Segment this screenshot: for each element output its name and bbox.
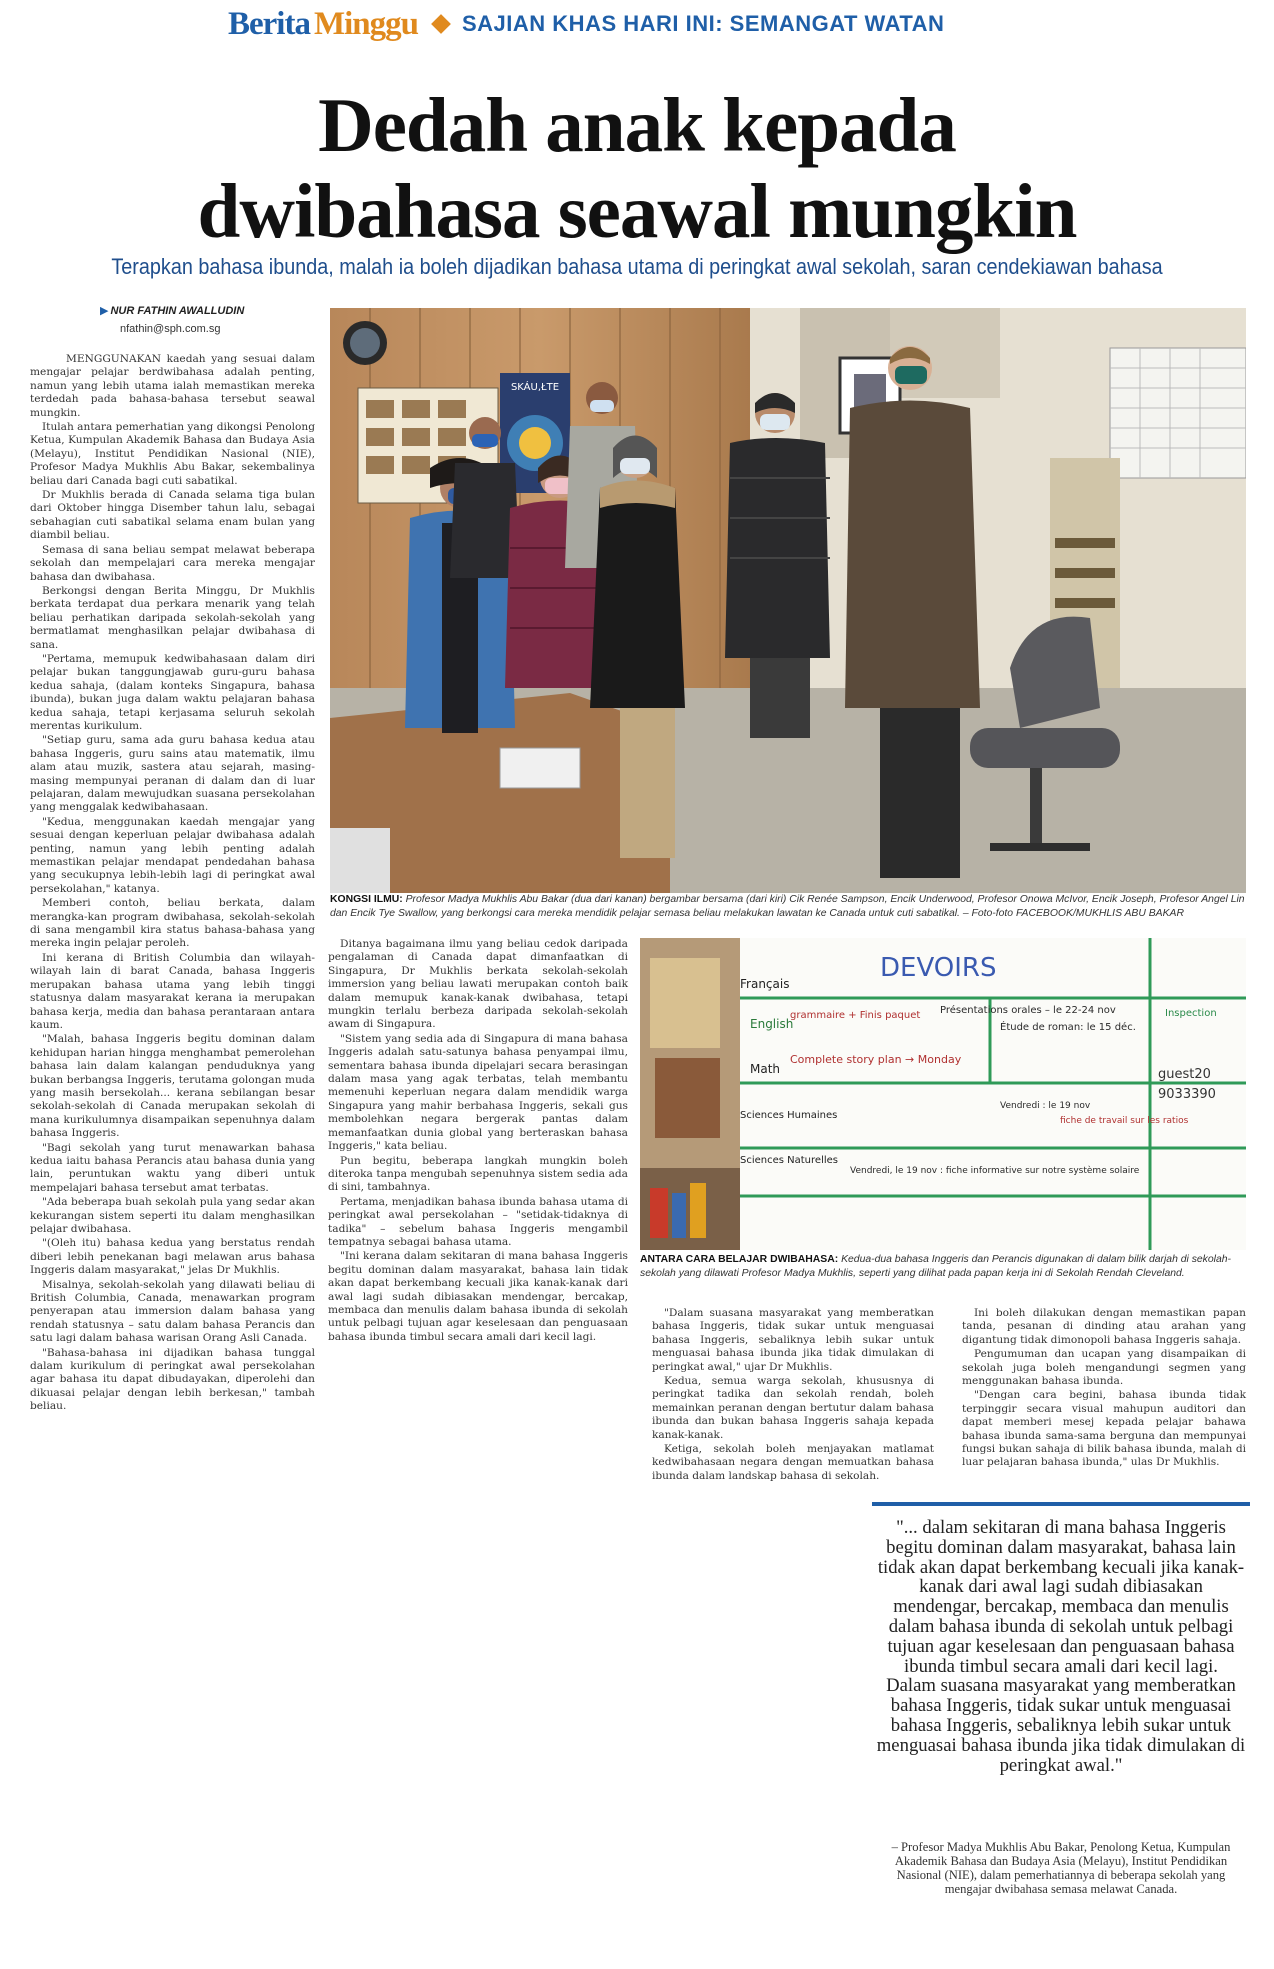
paragraph: "Ada beberapa buah sekolah pula yang sedar akan kekurangan sistem seperti itu dalam menghasilkan pelajar dwibahasa. <box>30 1196 315 1235</box>
paragraph: Misalnya, sekolah-sekolah yang dilawati beliau di British Columbia, Canada, menawarkan program penyerapan atau immersion dalam bahasa yang rendah statusnya – satu dalam bahasa Perancis dan satu lagi dalam bahasa warisan Orang Asli Canada. <box>30 1278 315 1345</box>
board-row1-d: Inspection <box>1165 1008 1217 1019</box>
byline-arrow-icon: ▶ <box>100 305 109 317</box>
paragraph: "Bahasa-bahasa ini dijadikan bahasa tunggal dalam kurikulum di peringkat awal persekolahan agar bahasa itu dapat dibudayakan, diperolehi dan dikuasai pelajar dengan lebih berkesan," tambah beliau. <box>30 1346 315 1413</box>
paragraph: Pertama, menjadikan bahasa ibunda bahasa utama di peringkat awal persekolahan – "setidak-tidaknya di tadika" – sebelum bahasa Inggeris mengambil tempatnya sebagai bahasa utama. <box>328 1195 628 1248</box>
diamond-icon <box>431 14 451 34</box>
paragraph: MENGGUNAKAN kaedah yang sesuai dalam mengajar pelajar berdwibahasa adalah penting, namun yang lebih utama ialah memastikan mereka terdedah pada bahasa-bahasa tersebut seawal mungkin. <box>30 353 315 419</box>
whiteboard-photo <box>640 938 1246 1250</box>
paragraph: Ini kerana di British Columbia dan wilayah-wilayah lain di barat Canada, bahasa Inggeris merupakan bahasa utama yang lebih tinggi statusnya dalam masyarakat kerana ia merupakan bahasa kerja, media dan bahasa perantaraan antara kaum. <box>30 951 315 1031</box>
paragraph: "Sistem yang sedia ada di Singapura di mana bahasa Inggeris adalah satu-satunya bahasa penyampai ilmu, sementara bahasa ibunda dipelajari secara berasingan dalam masa yang agak terbatas, telah membantu memenuhi keperluan negara dalam mendidik warga Singapura yang mahir berbahasa Inggeris, sekali gus membolehkan negara bergerak pantas dalam memanfaatkan dunia global yang berteraskan bahasa Inggeris," kata beliau. <box>328 1032 628 1153</box>
paragraph: "Dengan cara begini, bahasa ibunda tidak terpinggir secara visual mahupun auditori dan dapat memberi mesej kepada pelajar bahawa bahasa ibunda sama-sama berguna dan mempunyai fungsi bukan sahaja di bilik bahasa ibunda, malah di luar pelajaran bahasa ibunda," ulas Dr Mukhlis. <box>962 1389 1246 1469</box>
article-column-2 <box>328 938 628 1345</box>
pullquote <box>874 1518 1248 1775</box>
paragraph: "Ini kerana dalam sekitaran di mana bahasa Inggeris begitu dominan dalam masyarakat, bahasa lain tidak akan dapat berkembang kecuali jika kanak-kanak dari awal lagi sudah dibiasakan mendengar, bercakap, membaca dan menulis dalam bahasa ibunda di sekolah untuk pelbagi tujuan agar keselesaan dan penguasaan bahasa ibunda timbul secara amali dari kecil lagi. <box>328 1250 628 1343</box>
poster-sign-text: SKÁU,ŁTE <box>510 382 560 393</box>
masthead <box>228 4 944 44</box>
board-row1-a: grammaire + Finis paquet <box>790 1010 921 1021</box>
paragraph: Ketiga, sekolah boleh menjayakan matlamat kedwibahasaan negara dengan memuatkan bahasa ibunda dalam landskap bahasa di sekolah. <box>652 1443 934 1482</box>
board-subject: Math <box>750 1062 781 1076</box>
paragraph: Semasa di sana beliau sempat melawat beberapa sekolah dan mempelajari cara mereka mengajar bahasa dan dwibahasa. <box>30 543 315 583</box>
paragraph: Dr Mukhlis berada di Canada selama tiga bulan dari Oktober hingga Disember tahun lalu, sebagai sebahagian cuti sabatikal selama enam bulan yang diambil beliau. <box>30 489 315 542</box>
board-title: DEVOIRS <box>880 953 997 983</box>
paragraph: Ini boleh dilakukan dengan memastikan papan tanda, pesanan di dinding atau arahan yang digantung tidak dimonopoli bahasa Inggeris sahaja. <box>962 1307 1246 1346</box>
paragraph: Pengumuman dan ucapan yang disampaikan di sekolah juga boleh mengandungi segmen yang menggunakan bahasa ibunda. <box>962 1348 1246 1388</box>
paragraph: Pun begitu, beberapa langkah mungkin boleh diteroka tanpa mengubah sepenuhnya sistem sedia ada di sini, tambahnya. <box>328 1154 628 1194</box>
headline <box>0 82 1274 254</box>
board-subject: English <box>750 1017 794 1031</box>
paragraph: Berkongsi dengan Berita Minggu, Dr Mukhlis berkata terdapat dua perkara menarik yang telah beliau perhatikan daripada sekolah-sekolah yang bermatlamat menghasilkan pelajar dwibahasa di sana. <box>30 584 315 651</box>
paragraph: "Pertama, memupuk kedwibahasaan dalam diri pelajar bukan tanggungjawab guru-guru bahasa kedua sahaja, (dalam konteks Singapura, bahasa ibunda), bukan juga dalam waktu pelajaran bahasa kedua sahaja, tetapi kerjasama seluruh sekolah merentas kurikulum. <box>30 652 315 732</box>
pullquote-rule <box>872 1502 1250 1506</box>
paragraph: Ditanya bagaimana ilmu yang beliau cedok daripada pengalaman di Canada dapat dimanfaatkan di Singapura, Dr Mukhlis berkata sekolah-sekolah immersion yang beliau lawati merupakan contoh baik dalam memupuk kanak-kanak dwibahasa, tetapi mungkin terlalu berbeza daripada sekolah-sekolah awam di Singapura. <box>328 938 628 1031</box>
board-subject: Sciences Humaines <box>740 1110 838 1121</box>
paragraph: "Setiap guru, sama ada guru bahasa kedua atau bahasa Inggeris, guru sains atau matematik, ilmu alam atau muzik, sastera atau sejarah, masing-masing mempunyai peranan di dalam dan di luar pelajaran, dalam mewujudkan suasana persekolahan yang menggalak kedwibahasaan. <box>30 734 315 814</box>
pullquote-text-2: Dalam suasana masyarakat yang memberatkan bahasa Inggeris, tidak sukar untuk menguasai bahasa Inggeris, sebaliknya lebih sukar untuk menguasai bahasa ibunda jika tidak dimulakan di peringkat awal." <box>876 1675 1246 1776</box>
board-row4: Vendredi, le 19 nov : fiche informative sur notre système solaire <box>850 1166 1140 1176</box>
photo1-caption-label: KONGSI ILMU: <box>330 894 403 905</box>
pullquote-text-1: "... dalam sekitaran di mana bahasa Inggeris begitu dominan dalam masyarakat, bahasa lain tidak akan dapat berkembang kecuali jika kanak-kanak dari awal lagi sudah dibiasakan mendengar, bercakap, membaca dan menulis dalam bahasa ibunda di sekolah untuk pelbagi tujuan agar keselesaan dan penguasaan bahasa ibunda timbul secara amali dari kecil lagi. <box>877 1517 1245 1677</box>
subheadline: Terapkan bahasa ibunda, malah ia boleh dijadikan bahasa utama di peringkat awal sekolah, saran cendekiawan bahasa <box>111 254 1163 279</box>
feature-label: SAJIAN KHAS HARI INI: SEMANGAT WATAN <box>462 11 945 36</box>
board-subject: Français <box>740 977 790 991</box>
pullquote-attribution: – Profesor Madya Mukhlis Abu Bakar, Penolong Ketua, Kumpulan Akademik Bahasa dan Budaya Asia (Melayu), Institut Pendidikan Nasional (NIE), dalam pemerhatiannya di beberapa sekolah yang mengajar dwibahasa semasa melawat Canada. <box>891 1840 1231 1896</box>
board-row1-b: Présentations orales – le 22-24 nov <box>940 1005 1116 1016</box>
byline <box>100 304 244 335</box>
board-row2: Complete story plan → Monday <box>790 1053 962 1066</box>
paragraph: "Kedua, menggunakan kaedah mengajar yang sesuai dengan keperluan pelajar dwibahasa adalah penting, namun yang lebih penting adalah memastikan pelajar mendapat pendedahan bahasa yang secukupnya lebih-lebih lagi di peringkat awal persekolahan," katanya. <box>30 815 315 895</box>
photo1-caption <box>330 893 1246 920</box>
board-row3-a: Vendredi : le 19 nov <box>1000 1101 1091 1111</box>
board-guest: guest20 <box>1158 1067 1211 1082</box>
group-photo <box>330 308 1246 893</box>
brand-minggu: Minggu <box>313 5 418 42</box>
byline-email: nfathin@sph.com.sg <box>120 323 221 335</box>
byline-author: NUR FATHIN AWALLUDIN <box>110 305 245 317</box>
paragraph: "Dalam suasana masyarakat yang memberatkan bahasa Inggeris, tidak sukar untuk menguasai bahasa Inggeris, sebaliknya lebih sukar untuk menguasai bahasa ibunda jika tidak dimulakan di peringkat awal," ujar Dr Mukhlis. <box>652 1307 934 1373</box>
board-number: 9033390 <box>1158 1087 1216 1102</box>
paragraph: Kedua, semua warga sekolah, khususnya di peringkat tadika dan sekolah rendah, boleh memainkan peranan dengan bertutur dalam bahasa ibunda dan bukan bahasa Inggeris sahaja kepada kanak-kanak. <box>652 1375 934 1441</box>
photo1-caption-text: Profesor Madya Mukhlis Abu Bakar (dua dari kanan) bergambar bersama (dari kiri) Cik Renée Sampson, Encik Underwood, Profesor Onowa McIvor, Encik Joseph, Profesor Angel Lin dan Encik Tye Swallow, yang berkongsi cara mereka mendidik pelajar semasa beliau melakukan lawatan ke Canada untuk cuti sabatikal. – Foto-foto FACEBOOK/MUKHLIS ABU BAKAR <box>330 894 1245 919</box>
board-row3-b: fiche de travail sur les ratios <box>1060 1116 1189 1126</box>
paragraph: "Bagi sekolah yang turut menawarkan bahasa kedua iaitu bahasa Perancis atau bahasa dunia yang lain, peruntukan waktu yang diberi untuk mempelajari bahasa tersebut amat terbatas. <box>30 1141 315 1194</box>
article-column-4 <box>962 1307 1246 1471</box>
brand-berita: Berita <box>228 5 310 42</box>
board-subject: Sciences Naturelles <box>740 1155 838 1166</box>
headline-line1: Dedah anak kepada <box>318 82 956 168</box>
article-column-3 <box>652 1307 934 1484</box>
photo2-caption <box>640 1253 1246 1280</box>
board-row1-c: Étude de roman: le 15 déc. <box>1000 1022 1136 1033</box>
paragraph: Memberi contoh, beliau berkata, dalam merangka-kan program dwibahasa, sekolah-sekolah di sana mengambil kira status bahasa-bahasa yang mereka ingin pelajar peroleh. <box>30 897 315 950</box>
photo2-caption-text: Kedua-dua bahasa Inggeris dan Perancis digunakan di dalam bilik darjah di sekolah-sekolah yang dilawati Profesor Madya Mukhlis, seperti yang dilihat pada papan kerja ini di Sekolah Rendah Cleveland. <box>640 1254 1231 1279</box>
article-column-1 <box>30 353 315 1415</box>
paragraph: "(Oleh itu) bahasa kedua yang berstatus rendah diberi lebih penekanan bagi melawan arus bahasa Inggeris dalam masyarakat," jelas Dr Mukhlis. <box>30 1237 315 1277</box>
headline-line2: dwibahasa seawal mungkin <box>197 168 1077 254</box>
photo2-caption-label: ANTARA CARA BELAJAR DWIBAHASA: <box>640 1254 839 1265</box>
paragraph: Itulah antara pemerhatian yang dikongsi Penolong Ketua, Kumpulan Akademik Bahasa dan Budaya Asia (Melayu), Institut Pendidikan Nasional (NIE), Profesor Madya Mukhlis Abu Bakar, sekembalinya beliau dari Canada bagi cuti sabatikal. <box>30 421 315 487</box>
paragraph: "Malah, bahasa Inggeris begitu dominan dalam kehidupan harian hingga menghambat pemerolehan bahasa lain dalam kalangan penduduknya yang bukan berbangsa Inggeris, terutama golongan muda yang masih bersekolah... kerana sebilangan besar sekolah-sekolah di Canada merupakan sekolah di mana kurikulumnya disampaikan sepenuhnya dalam bahasa Inggeris. <box>30 1033 315 1140</box>
